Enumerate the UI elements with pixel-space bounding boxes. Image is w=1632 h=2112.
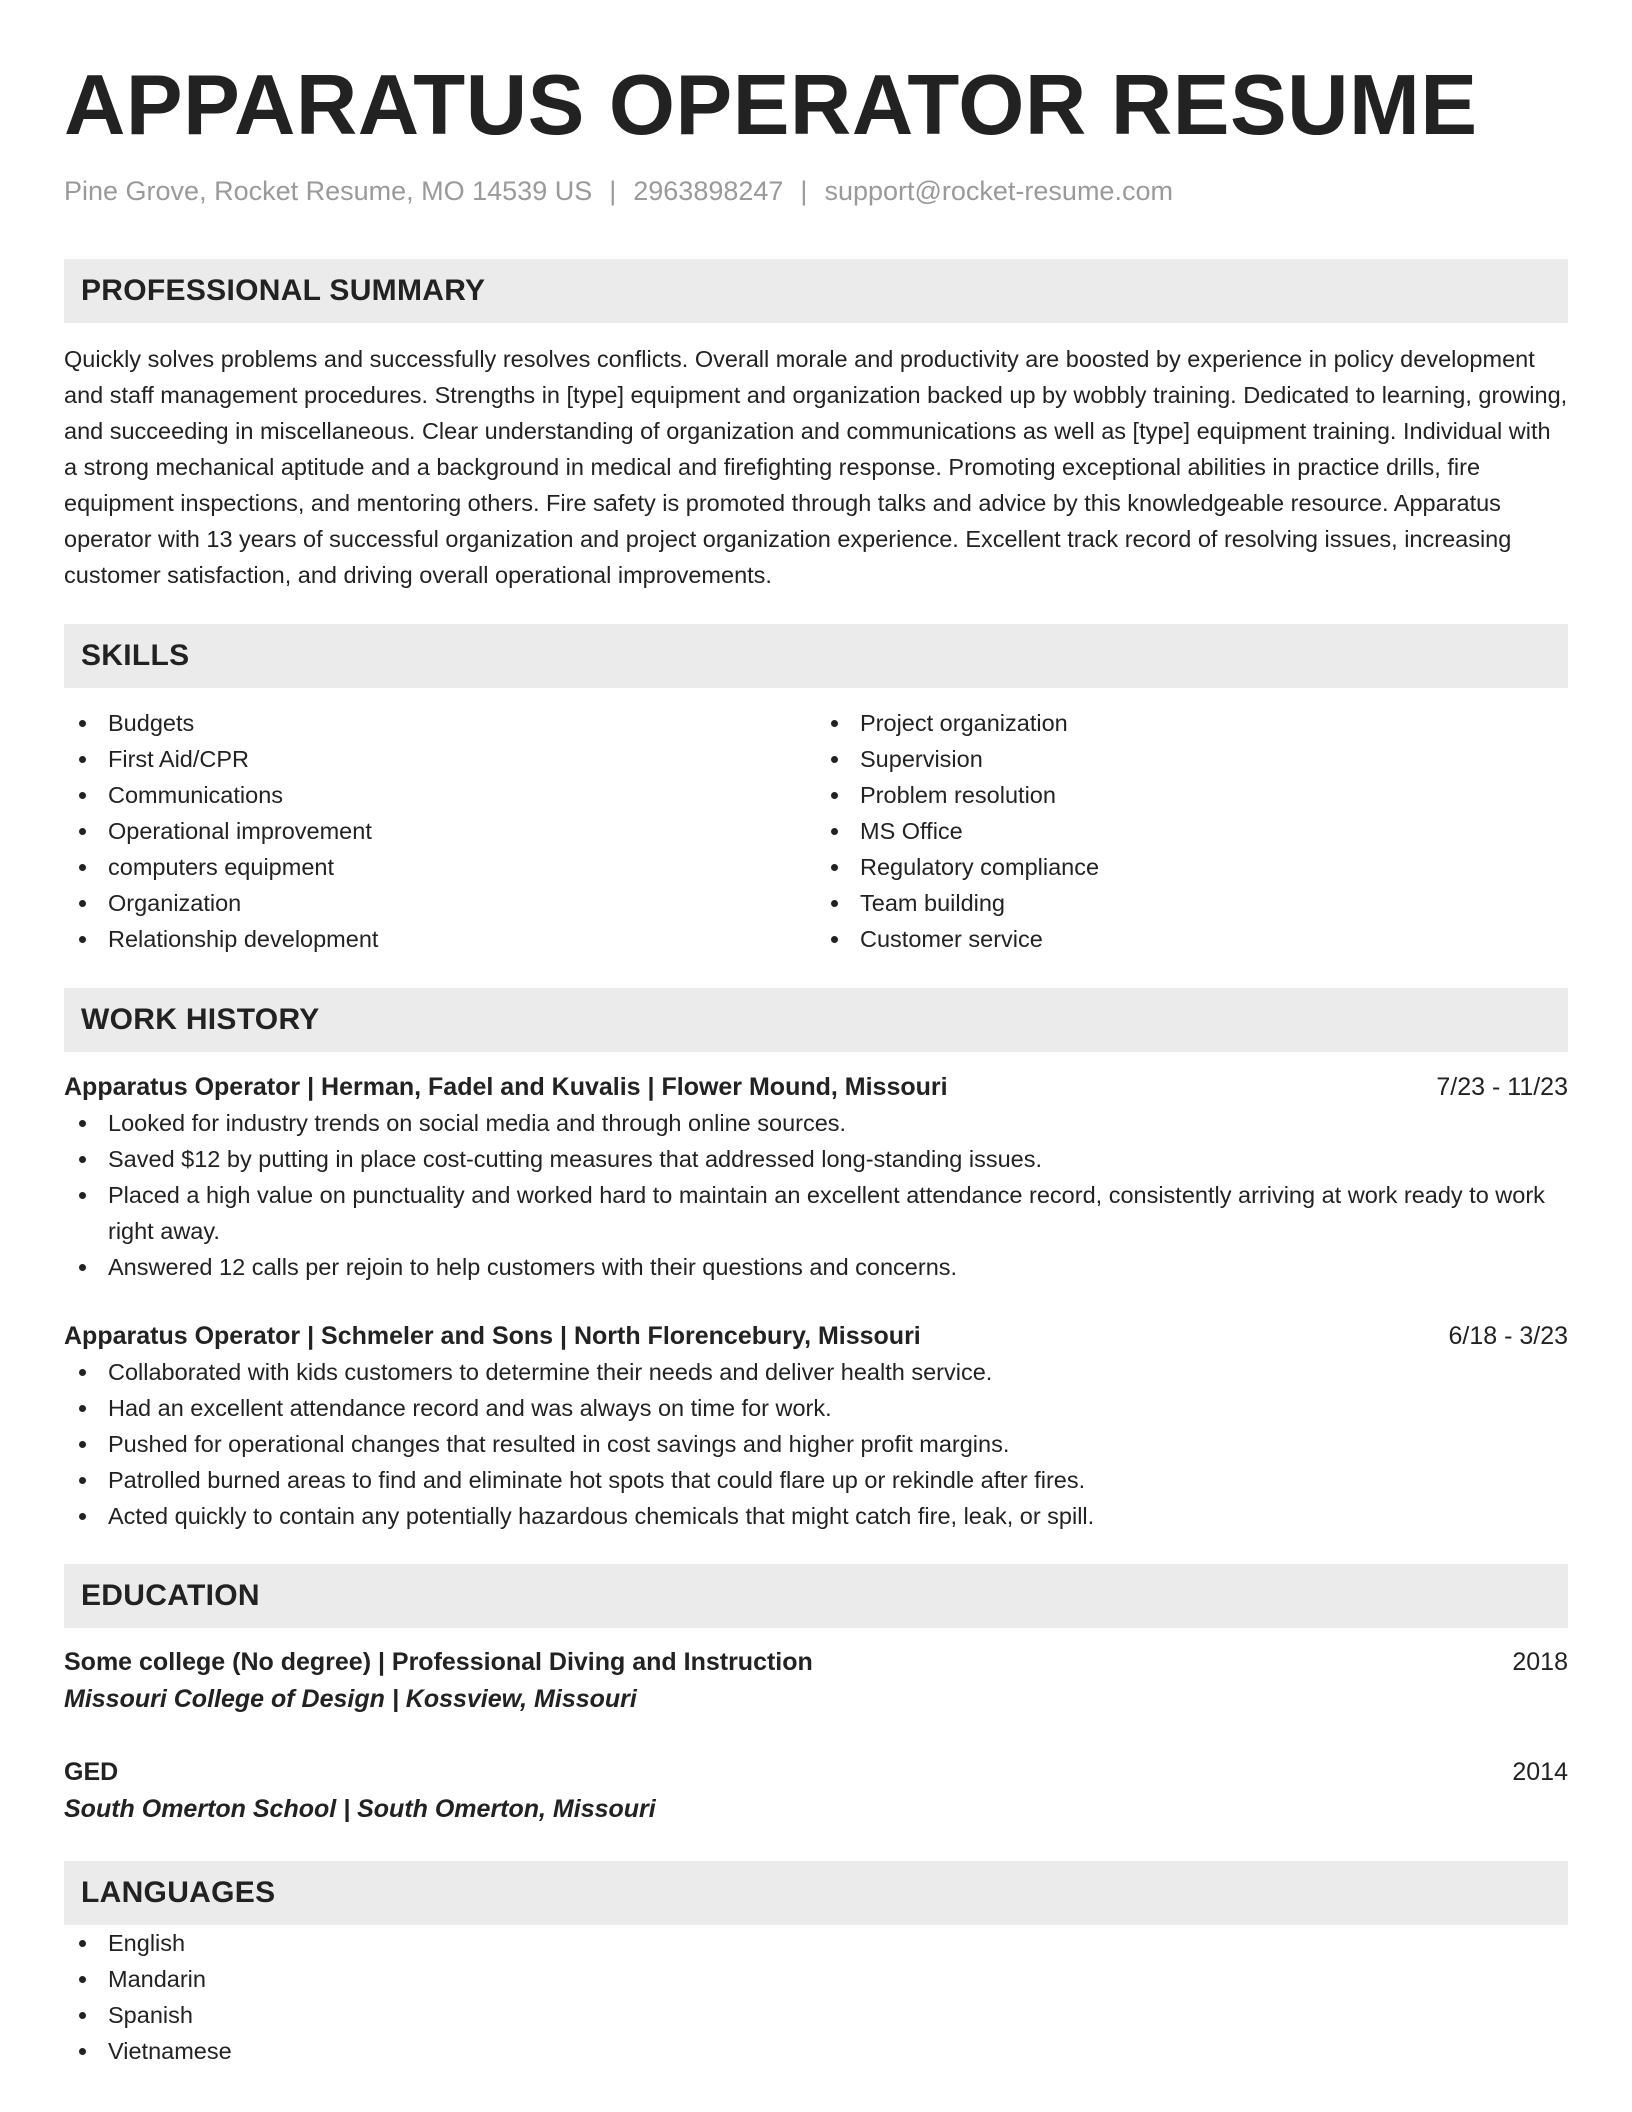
skill-item: Relationship development	[108, 921, 816, 957]
education-degree: Some college (No degree) | Professional Diving and Instruction	[64, 1648, 813, 1676]
section-heading-education: EDUCATION	[64, 1564, 1568, 1628]
job-bullet: Answered 12 calls per rejoin to help customers with their questions and concerns.	[64, 1249, 1568, 1285]
job-bullet: Acted quickly to contain any potentially hazardous chemicals that might catch fire, leak, or spill.	[64, 1498, 1568, 1534]
education-year: 2018	[1512, 1648, 1568, 1676]
contact-separator: |	[800, 176, 808, 206]
skills-list	[64, 705, 1568, 957]
job-bullet: Collaborated with kids customers to determine their needs and deliver health service.	[64, 1354, 1568, 1390]
section-heading-languages: LANGUAGES	[64, 1861, 1568, 1925]
skill-item: Operational improvement	[108, 813, 816, 849]
resume-title: APPARATUS OPERATOR RESUME	[64, 58, 1478, 153]
education-degree: GED	[64, 1758, 119, 1786]
skills-column-right	[816, 705, 1568, 957]
skill-item: Project organization	[860, 705, 1568, 741]
job-header	[64, 1069, 1568, 1105]
skill-item: MS Office	[860, 813, 1568, 849]
skill-item: Communications	[108, 777, 816, 813]
language-item: Spanish	[64, 1997, 1568, 2033]
education-header	[64, 1644, 1568, 1680]
skill-item: Regulatory compliance	[860, 849, 1568, 885]
education-school: South Omerton School | South Omerton, Missouri	[64, 1795, 656, 1823]
languages-list	[64, 1925, 1568, 2069]
skill-item: Customer service	[860, 921, 1568, 957]
job-dates: 7/23 - 11/23	[1436, 1073, 1568, 1101]
skill-item: First Aid/CPR	[108, 741, 816, 777]
contact-address: Pine Grove, Rocket Resume, MO 14539 US	[64, 176, 593, 206]
job-title: Apparatus Operator | Herman, Fadel and Kuvalis | Flower Mound, Missouri	[64, 1073, 948, 1101]
job-bullet: Looked for industry trends on social media and through online sources.	[64, 1105, 1568, 1141]
section-heading-skills: SKILLS	[64, 624, 1568, 688]
language-item: Mandarin	[64, 1961, 1568, 1997]
language-item: Vietnamese	[64, 2033, 1568, 2069]
skill-item: Budgets	[108, 705, 816, 741]
job-bullet: Had an excellent attendance record and was always on time for work.	[64, 1390, 1568, 1426]
contact-line	[64, 174, 1568, 208]
job-bullet: Patrolled burned areas to find and eliminate hot spots that could flare up or rekindle after fires.	[64, 1462, 1568, 1498]
contact-email: support@rocket-resume.com	[824, 176, 1173, 206]
job-bullet: Pushed for operational changes that resulted in cost savings and higher profit margins.	[64, 1426, 1568, 1462]
contact-phone: 2963898247	[633, 176, 784, 206]
education-year: 2014	[1512, 1758, 1568, 1786]
skills-column-left	[64, 705, 816, 957]
skill-item: Supervision	[860, 741, 1568, 777]
job-dates: 6/18 - 3/23	[1448, 1322, 1568, 1350]
contact-separator: |	[609, 176, 617, 206]
education-school: Missouri College of Design | Kossview, Missouri	[64, 1685, 637, 1713]
education-header	[64, 1754, 1568, 1790]
section-heading-summary: PROFESSIONAL SUMMARY	[64, 259, 1568, 323]
section-heading-work-history: WORK HISTORY	[64, 988, 1568, 1052]
summary-text: Quickly solves problems and successfully resolves conflicts. Overall morale and productivity are boosted by experience in policy development and staff management procedures. Strengths in [type] equipment and organization backed up by wobbly training. Dedicated to learning, growing, and succeeding in miscellaneous. Clear understanding of organization and communications as well as [type] equipment training. Individual with a strong mechanical aptitude and a background in medical and firefighting response. Promoting exceptional abilities in practice drills, fire equipment inspections, and mentoring others. Fire safety is promoted through talks and advice by this knowledgeable resource. Apparatus operator with 13 years of successful organization and project organization experience. Excellent track record of resolving issues, increasing customer satisfaction, and driving overall operational improvements.	[64, 346, 1568, 588]
job-bullet: Placed a high value on punctuality and worked hard to maintain an excellent attendance record, consistently arriving at work ready to work right away.	[64, 1177, 1568, 1249]
skill-item: Organization	[108, 885, 816, 921]
job-bullet: Saved $12 by putting in place cost-cutting measures that addressed long-standing issues.	[64, 1141, 1568, 1177]
job-header	[64, 1318, 1568, 1354]
skill-item: Problem resolution	[860, 777, 1568, 813]
job-title: Apparatus Operator | Schmeler and Sons | North Florencebury, Missouri	[64, 1322, 921, 1350]
skill-item: Team building	[860, 885, 1568, 921]
language-item: English	[64, 1925, 1568, 1961]
job-bullets	[64, 1354, 1568, 1534]
job-bullets	[64, 1105, 1568, 1285]
skill-item: computers equipment	[108, 849, 816, 885]
